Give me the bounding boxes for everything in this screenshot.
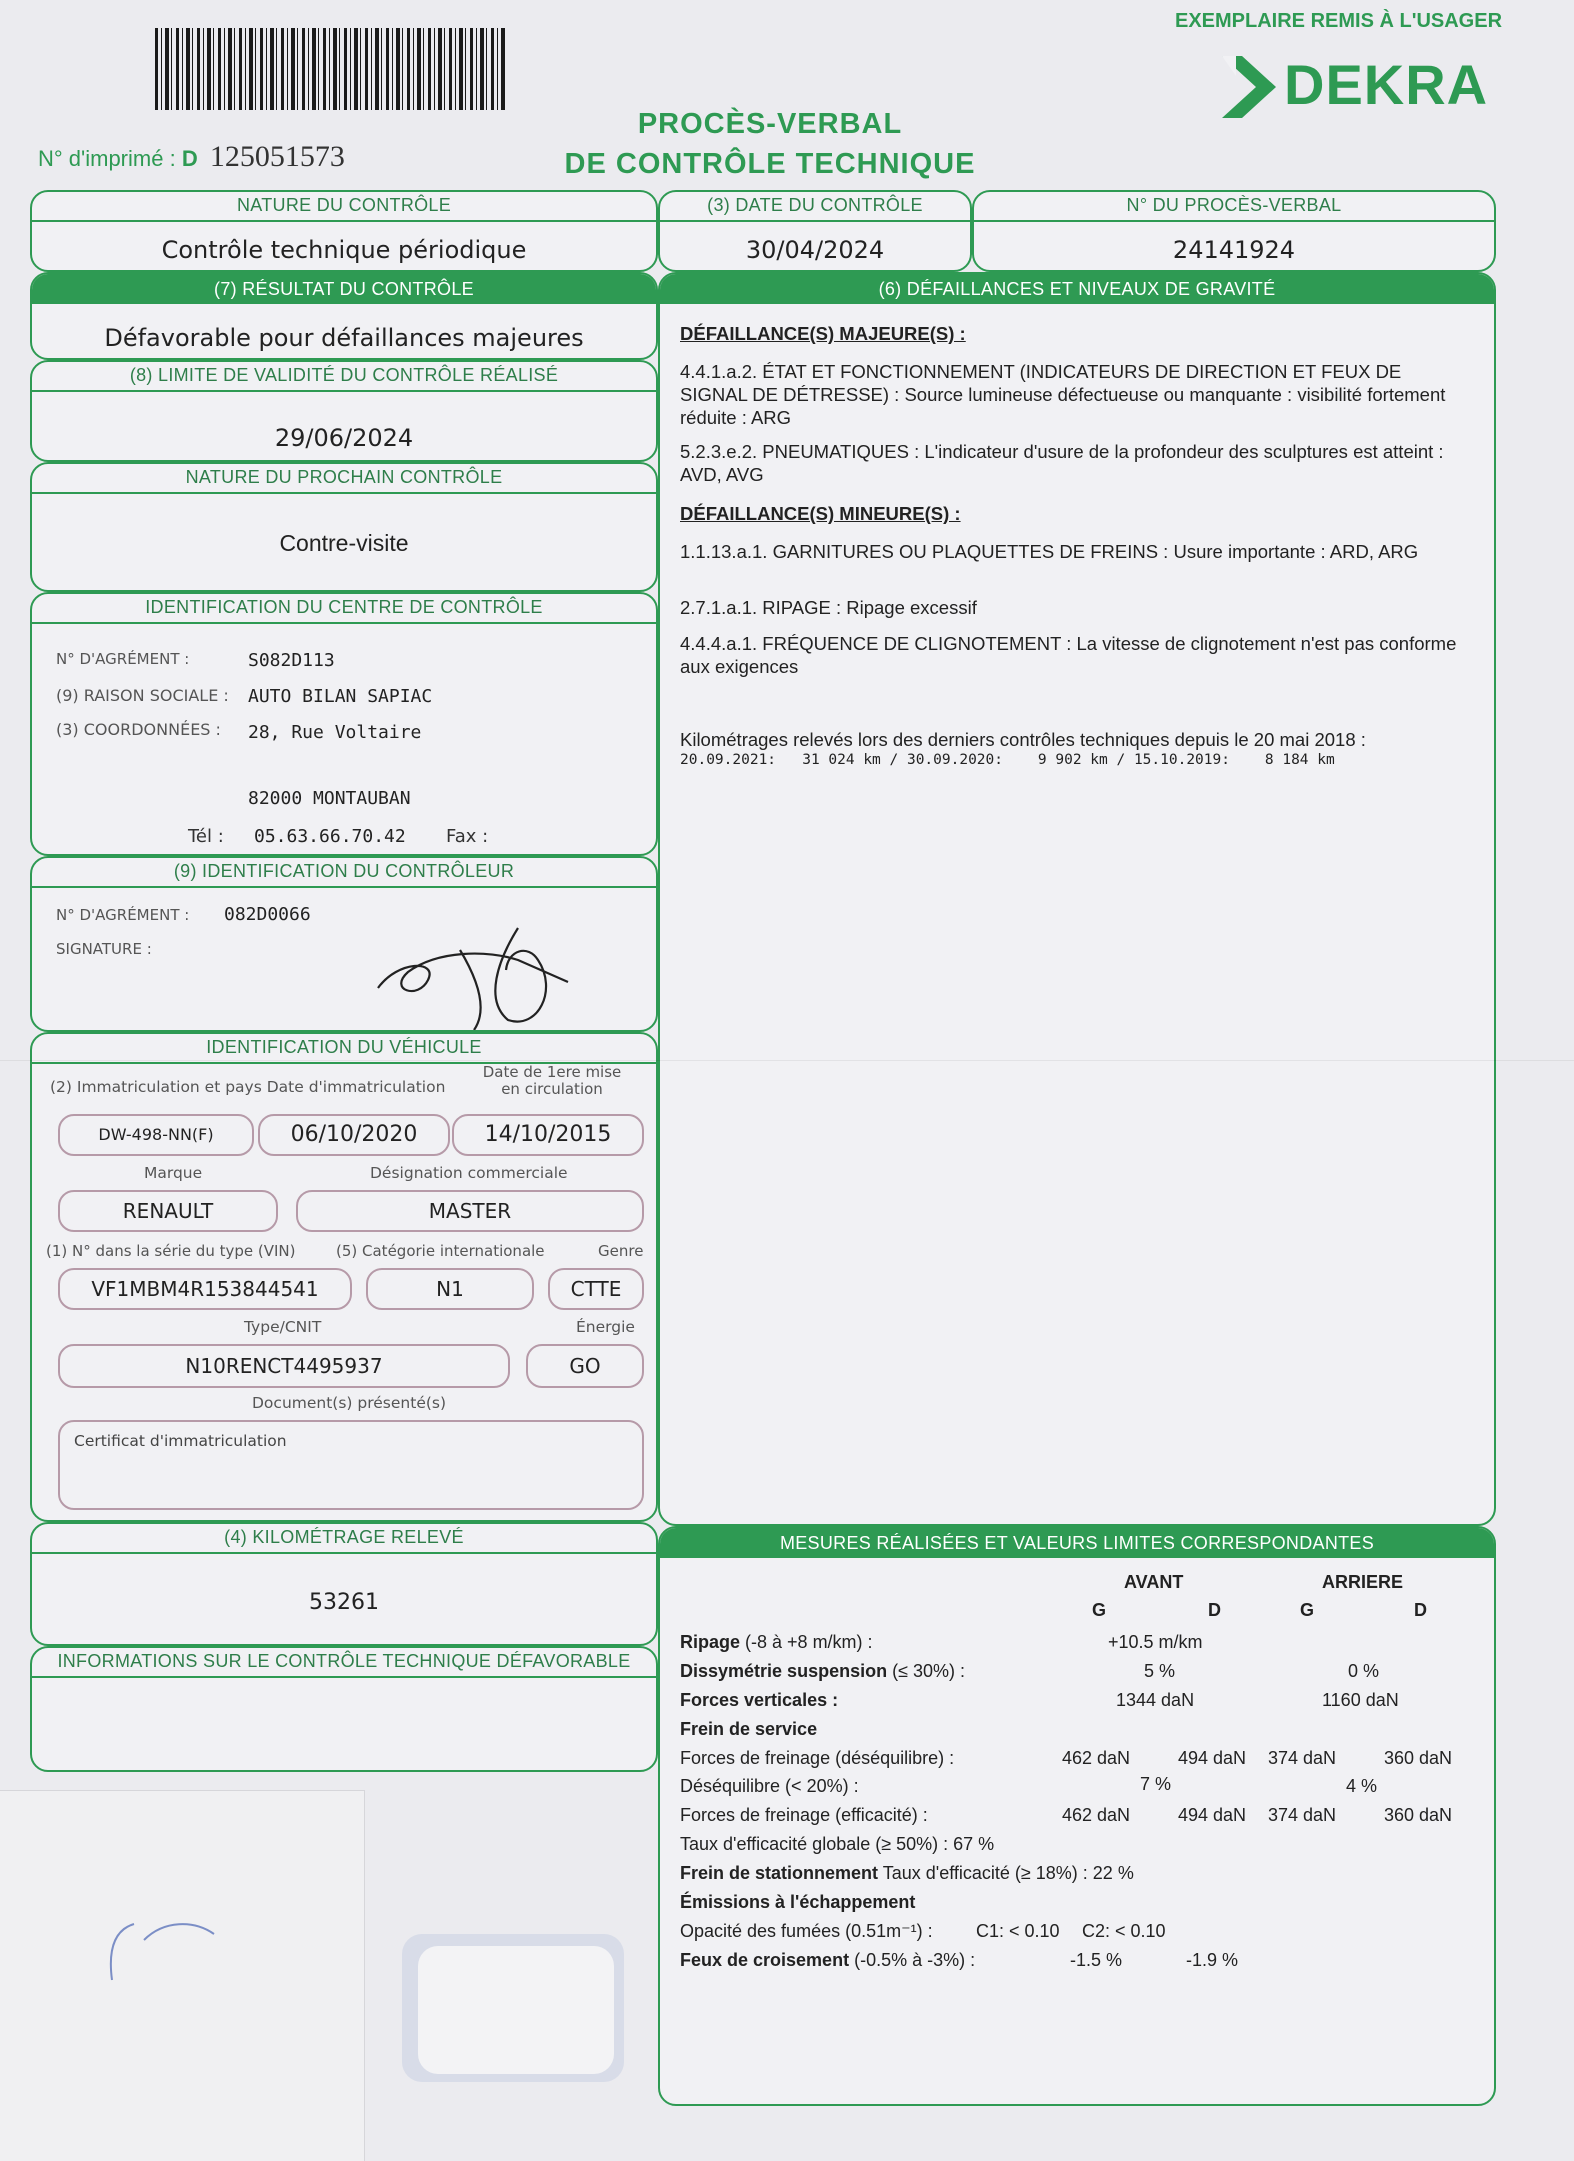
ripage-limit: (-8 à +8 m/km) :: [745, 1632, 873, 1652]
kilometrage-value: 53261: [309, 1590, 379, 1615]
prochain-header: NATURE DU PROCHAIN CONTRÔLE: [32, 464, 656, 494]
feux-g: -1.5 %: [1070, 1950, 1123, 1970]
designation-field: MASTER: [296, 1190, 644, 1232]
title-line-1: PROCÈS-VERBAL: [637, 108, 903, 140]
controleur-agrement: 082D0066: [224, 904, 311, 925]
km-history: 20.09.2021: 31 024 km / 30.09.2020: 9 902 km / 15.10.2019: 8 184 km: [680, 752, 1335, 768]
forces-v-arriere: 1160 daN: [1322, 1690, 1399, 1710]
majeure-1: 4.4.1.a.2. ÉTAT ET FONCTIONNEMENT (INDICATEURS DE DIRECTION ET FEUX DE SIGNAL DE DÉTRESSE) : Source lumineuse défectueuse ou manquante : visibilité fortement réduite : ARG: [680, 361, 1446, 428]
signature-label: SIGNATURE :: [56, 940, 152, 958]
limite-box: [30, 360, 658, 462]
nature-box: [30, 190, 658, 272]
mesures-header: MESURES RÉALISÉES ET VALEURS LIMITES CORRESPONDANTES: [660, 1528, 1494, 1558]
deseq-avant: 7 %: [1140, 1774, 1172, 1794]
print-number: 125051573: [209, 140, 345, 173]
documents-value: Certificat d'immatriculation: [74, 1432, 287, 1450]
kilometrage-header: (4) KILOMÉTRAGE RELEVÉ: [32, 1524, 656, 1554]
feux-label: Feux de croisement: [680, 1950, 850, 1970]
centre-adresse-1: 28, Rue Voltaire: [248, 722, 422, 743]
dekra-logo-icon: [1218, 54, 1280, 120]
freinage-eff-avg: 462 daN: [1062, 1805, 1131, 1825]
type-label: Type/CNIT: [244, 1318, 322, 1336]
dissy-label: Dissymétrie suspension: [680, 1661, 888, 1681]
limite-header: (8) LIMITE DE VALIDITÉ DU CONTRÔLE RÉALISÉ: [32, 362, 656, 392]
kilometrage-box: [30, 1522, 658, 1646]
limite-value: 29/06/2024: [274, 424, 414, 452]
pv-value: 24141924: [1172, 236, 1296, 264]
documents-field: [58, 1420, 644, 1510]
col-avant: AVANT: [1124, 1572, 1184, 1592]
col-arriere-d: D: [1414, 1600, 1427, 1620]
centre-raison-label: (9) RAISON SOCIALE :: [56, 686, 229, 705]
premiere-label-line-1: Date de 1ere mise: [482, 1063, 622, 1081]
freinage-deseq-label: Forces de freinage (déséquilibre) :: [680, 1748, 955, 1768]
print-label: N° d'imprimé :: [38, 146, 176, 171]
brand-name: DEKRA: [1284, 53, 1489, 116]
centre-header: IDENTIFICATION DU CENTRE DE CONTRÔLE: [32, 594, 656, 624]
col-avant-g: G: [1092, 1600, 1107, 1620]
fold-line: [0, 1060, 1574, 1061]
km-history-title: Kilométrages relevés lors des derniers contrôles techniques depuis le 20 mai 2018 :: [680, 729, 1366, 750]
freinage-eff-ard: 360 daN: [1384, 1805, 1453, 1825]
energie-field: GO: [526, 1344, 644, 1388]
resultat-header: (7) RÉSULTAT DU CONTRÔLE: [32, 274, 656, 304]
centre-agrement-label: N° D'AGRÉMENT :: [56, 650, 190, 668]
feux-limit: (-0.5% à -3%) :: [854, 1950, 976, 1970]
centre-coord-label: (3) COORDONNÉES :: [56, 720, 221, 739]
prochain-value: Contre-visite: [279, 530, 409, 556]
opacite-label: Opacité des fumées (0.51m⁻¹) :: [680, 1921, 933, 1941]
ripage-value: +10.5 m/km: [1108, 1632, 1203, 1652]
designation-label: Désignation commerciale: [370, 1164, 568, 1182]
majeure-2: 5.2.3.e.2. PNEUMATIQUES : L'indicateur d'usure de la profondeur des sculptures est atteint : AVD, AVG: [680, 441, 1444, 485]
centre-fax-label: Fax :: [446, 826, 489, 847]
stationnement-value: Taux d'efficacité (≥ 18%) : 22 %: [882, 1863, 1134, 1883]
feux-row-label: [680, 1950, 975, 1971]
mesures-box: [658, 1526, 1496, 2106]
resultat-box: [30, 272, 658, 360]
freinage-eff-label: Forces de freinage (efficacité) :: [680, 1805, 928, 1825]
infos-header: INFORMATIONS SUR LE CONTRÔLE TECHNIQUE DÉFAVORABLE: [32, 1648, 656, 1678]
type-field: N10RENCT4495937: [58, 1344, 510, 1388]
premiere-field: 14/10/2015: [452, 1114, 644, 1156]
ripage-label: Ripage: [680, 1632, 741, 1652]
immat-label: (2) Immatriculation et pays Date d'immatriculation: [50, 1078, 446, 1096]
mineure-1: 1.1.13.a.1. GARNITURES OU PLAQUETTES DE FREINS : Usure importante : ARD, ARG: [680, 541, 1419, 562]
marque-field: RENAULT: [58, 1190, 278, 1232]
col-arriere: ARRIERE: [1322, 1572, 1404, 1592]
feux-d: -1.9 %: [1186, 1950, 1239, 1970]
centre-raison: AUTO BILAN SAPIAC: [248, 686, 433, 707]
centre-adresse-2: 82000 MONTAUBAN: [248, 788, 411, 809]
forces-v-label: Forces verticales :: [680, 1690, 839, 1710]
taux-global: Taux d'efficacité globale (≥ 50%) : 67 %: [680, 1834, 995, 1854]
sticker-mark-inner: [418, 1946, 614, 2074]
dissy-limit: (≤ 30%) :: [892, 1661, 966, 1681]
print-number-line: [38, 140, 345, 174]
nature-value: Contrôle technique périodique: [161, 236, 527, 264]
date-header: (3) DATE DU CONTRÔLE: [660, 192, 970, 222]
documents-label: Document(s) présenté(s): [252, 1394, 447, 1412]
infos-box: [30, 1646, 658, 1772]
dissy-avant: 5 %: [1144, 1661, 1176, 1681]
date-box: [658, 190, 972, 272]
deseq-arriere: 4 %: [1346, 1776, 1378, 1796]
page-title: [520, 104, 1020, 184]
dekra-logo: [1218, 52, 1489, 122]
nature-header: NATURE DU CONTRÔLE: [32, 192, 656, 222]
genre-label: Genre: [598, 1242, 644, 1260]
premiere-label-line-2: en circulation: [501, 1080, 603, 1098]
pv-box: [972, 190, 1496, 272]
stationnement-label: Frein de stationnement: [680, 1863, 879, 1883]
deseq-label: Déséquilibre (< 20%) :: [680, 1776, 859, 1796]
premiere-label: [474, 1064, 630, 1098]
centre-tel-label: Tél :: [188, 826, 224, 847]
vin-label: (1) N° dans la série du type (VIN): [46, 1242, 296, 1260]
controleur-box: [30, 856, 658, 1032]
stationnement-row: [680, 1863, 1134, 1884]
freinage-deseq-avg: 462 daN: [1062, 1748, 1131, 1768]
copy-note: EXEMPLAIRE REMIS À L'USAGER: [1175, 10, 1503, 32]
signature-drawing: [368, 920, 608, 1030]
categorie-label: (5) Catégorie internationale: [336, 1242, 545, 1260]
freinage-deseq-ard: 360 daN: [1384, 1748, 1453, 1768]
marque-label: Marque: [144, 1164, 203, 1182]
freinage-deseq-avd: 494 daN: [1178, 1748, 1247, 1768]
freinage-eff-avd: 494 daN: [1178, 1805, 1247, 1825]
immat-field: DW-498-NN(F): [58, 1114, 254, 1156]
emissions-label: Émissions à l'échappement: [680, 1892, 916, 1912]
title-line-2: DE CONTRÔLE TECHNIQUE: [564, 148, 976, 180]
vehicule-box: [30, 1032, 658, 1522]
dissy-row-label: [680, 1661, 965, 1682]
controleur-header: (9) IDENTIFICATION DU CONTRÔLEUR: [32, 858, 656, 888]
mineure-2: 2.7.1.a.1. RIPAGE : Ripage excessif: [680, 597, 977, 618]
mineure-3: 4.4.4.a.1. FRÉQUENCE DE CLIGNOTEMENT : La vitesse de clignotement n'est pas conforme aux exigences: [680, 633, 1457, 677]
vehicule-header: IDENTIFICATION DU VÉHICULE: [32, 1034, 656, 1064]
genre-field: CTTE: [548, 1268, 644, 1310]
defaillances-box: [658, 272, 1496, 1526]
mineures-title: DÉFAILLANCE(S) MINEURE(S) :: [680, 503, 961, 524]
energie-label: Énergie: [576, 1318, 635, 1336]
print-letter: D: [181, 146, 198, 171]
controleur-agrement-label: N° D'AGRÉMENT :: [56, 906, 190, 924]
pv-header: N° DU PROCÈS-VERBAL: [974, 192, 1494, 222]
defaillances-header: (6) DÉFAILLANCES ET NIVEAUX DE GRAVITÉ: [660, 274, 1494, 304]
frein-service-label: Frein de service: [680, 1719, 818, 1739]
prochain-box: [30, 462, 658, 592]
date-value: 30/04/2024: [745, 236, 885, 264]
centre-tel: 05.63.66.70.42: [254, 826, 406, 847]
freinage-eff-arg: 374 daN: [1268, 1805, 1337, 1825]
centre-box: [30, 592, 658, 856]
opacite-c2: C2: < 0.10: [1082, 1921, 1166, 1941]
centre-agrement: S082D113: [248, 650, 335, 671]
majeures-title: DÉFAILLANCE(S) MAJEURE(S) :: [680, 323, 966, 344]
barcode: [155, 28, 505, 110]
col-avant-d: D: [1208, 1600, 1221, 1620]
categorie-field: N1: [366, 1268, 534, 1310]
freinage-deseq-arg: 374 daN: [1268, 1748, 1337, 1768]
col-arriere-g: G: [1300, 1600, 1315, 1620]
forces-v-avant: 1344 daN: [1116, 1690, 1195, 1710]
opacite-c1: C1: < 0.10: [976, 1921, 1060, 1941]
ripage-row-label: [680, 1632, 873, 1653]
date-immat-field: 06/10/2020: [258, 1114, 450, 1156]
vin-field: VF1MBM4R153844541: [58, 1268, 352, 1310]
resultat-value: Défavorable pour défaillances majeures: [104, 324, 584, 352]
dissy-arriere: 0 %: [1348, 1661, 1380, 1681]
pen-scribble: [104, 1910, 224, 1990]
